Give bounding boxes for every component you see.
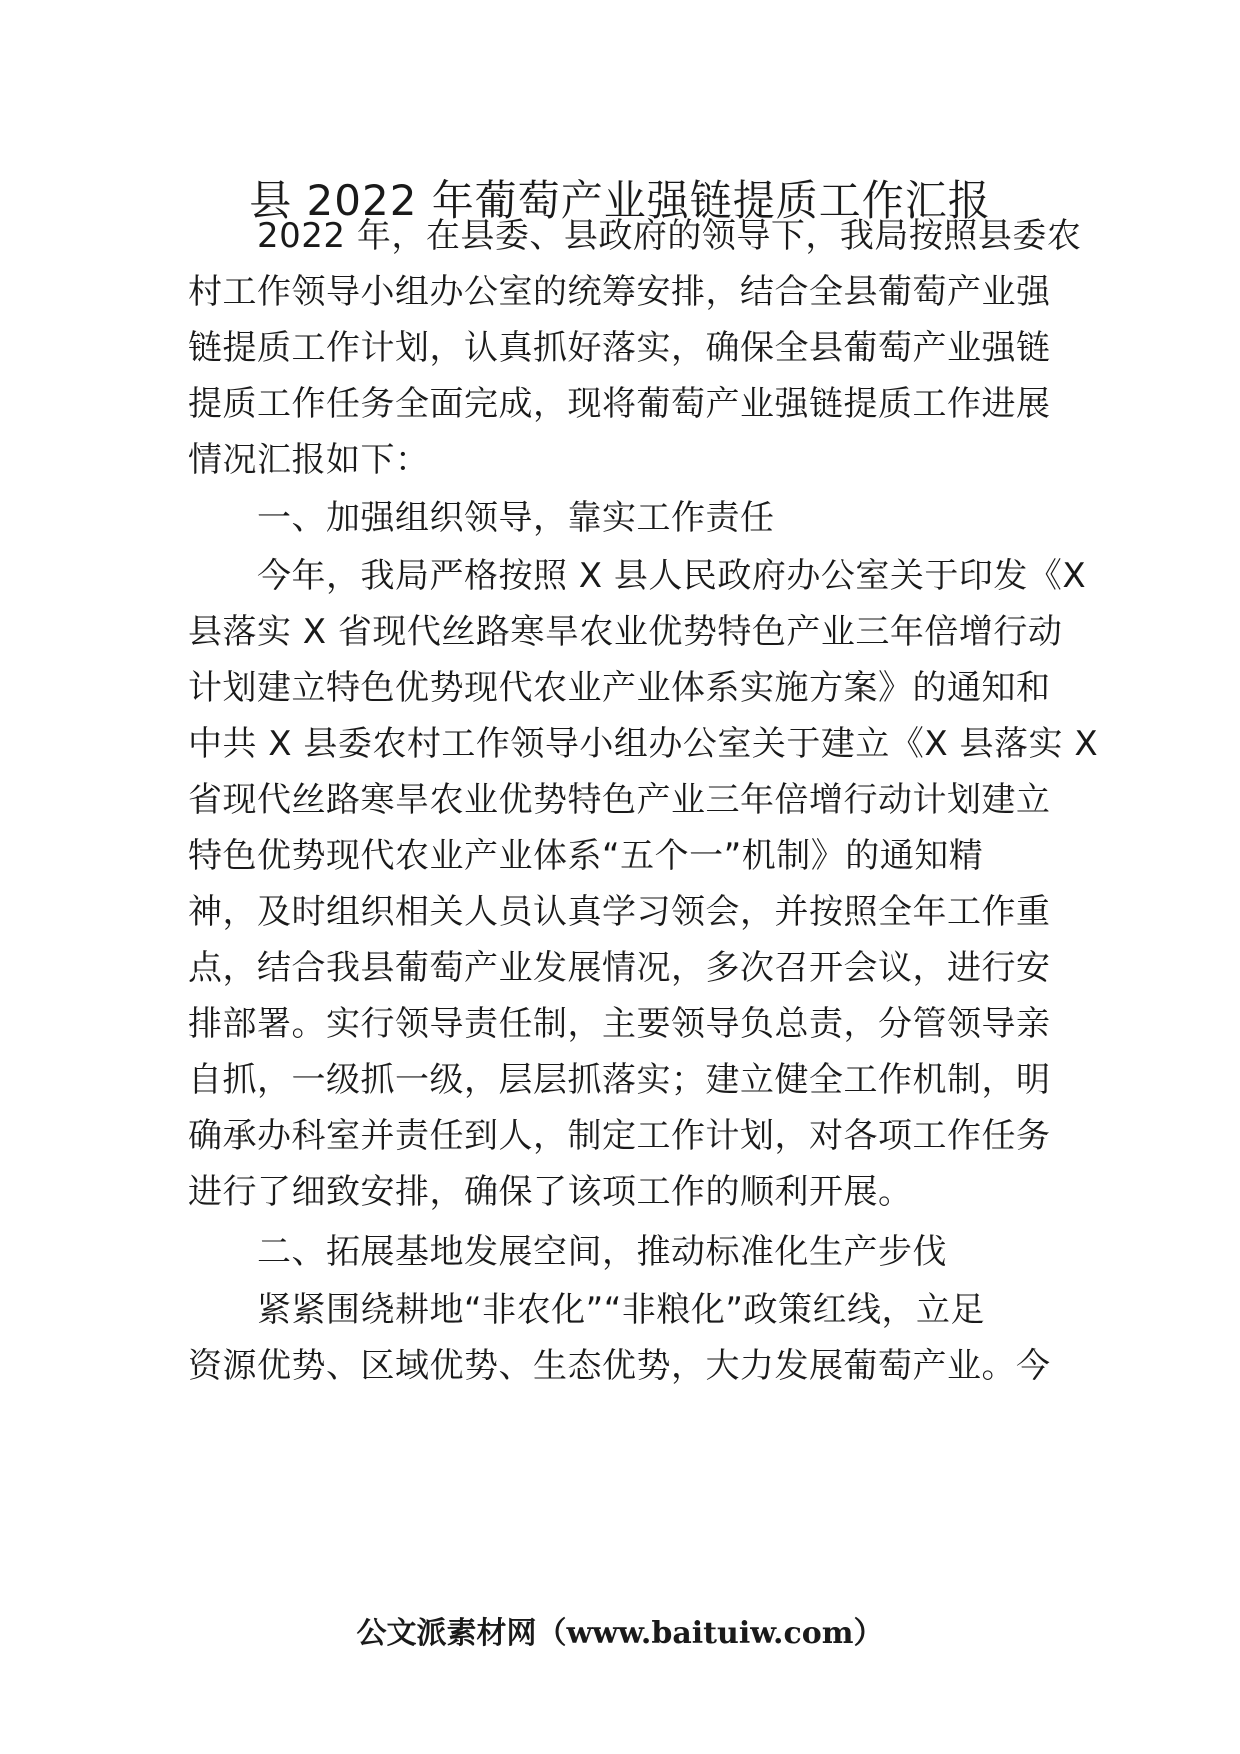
body-line: 排部署。实行领导责任制，主要领导负总责，分管领导亲 bbox=[188, 1004, 1051, 1044]
body-line: 资源优势、区域优势、生态优势，大力发展葡萄产业。今 bbox=[188, 1346, 1051, 1386]
body-line: 提质工作任务全面完成，现将葡萄产业强链提质工作进展 bbox=[188, 384, 1051, 424]
body-line: 今年，我局严格按照 X 县人民政府办公室关于印发《X bbox=[188, 556, 1087, 596]
document-title: 县 2022 年葡萄产业强链提质工作汇报 bbox=[249, 176, 991, 225]
body-line: 情况汇报如下： bbox=[188, 440, 430, 480]
body-line: 确承办科室并责任到人，制定工作计划，对各项工作任务 bbox=[188, 1116, 1051, 1156]
body-line: 进行了细致安排，确保了该项工作的顺利开展。 bbox=[188, 1172, 913, 1212]
body-line: 中共 X 县委农村工作领导小组办公室关于建立《X 县落实 X bbox=[188, 724, 1099, 764]
section-heading: 一、加强组织领导，靠实工作责任 bbox=[188, 498, 775, 538]
body-line: 2022 年，在县委、县政府的领导下，我局按照县委农 bbox=[188, 216, 1082, 256]
body-line: 点，结合我县葡萄产业发展情况，多次召开会议，进行安 bbox=[188, 948, 1051, 988]
body-line: 紧紧围绕耕地“非农化”“非粮化”政策红线，立足 bbox=[188, 1290, 985, 1330]
body-line: 省现代丝路寒旱农业优势特色产业三年倍增行动计划建立 bbox=[188, 780, 1051, 820]
body-line: 神，及时组织相关人员认真学习领会，并按照全年工作重 bbox=[188, 892, 1051, 932]
body-line: 特色优势现代农业产业体系“五个一”机制》的通知精 bbox=[188, 836, 984, 876]
section-heading: 二、拓展基地发展空间，推动标准化生产步伐 bbox=[188, 1232, 947, 1272]
body-line: 县落实 X 省现代丝路寒旱农业优势特色产业三年倍增行动 bbox=[188, 612, 1063, 652]
watermark-footer: 公文派素材网（www.baituiw.com） bbox=[356, 1616, 884, 1651]
body-line: 链提质工作计划，认真抓好落实，确保全县葡萄产业强链 bbox=[188, 328, 1051, 368]
body-line: 计划建立特色优势现代农业产业体系实施方案》的通知和 bbox=[188, 668, 1051, 708]
body-line: 自抓，一级抓一级，层层抓落实；建立健全工作机制，明 bbox=[188, 1060, 1051, 1100]
body-line: 村工作领导小组办公室的统筹安排，结合全县葡萄产业强 bbox=[188, 272, 1051, 312]
